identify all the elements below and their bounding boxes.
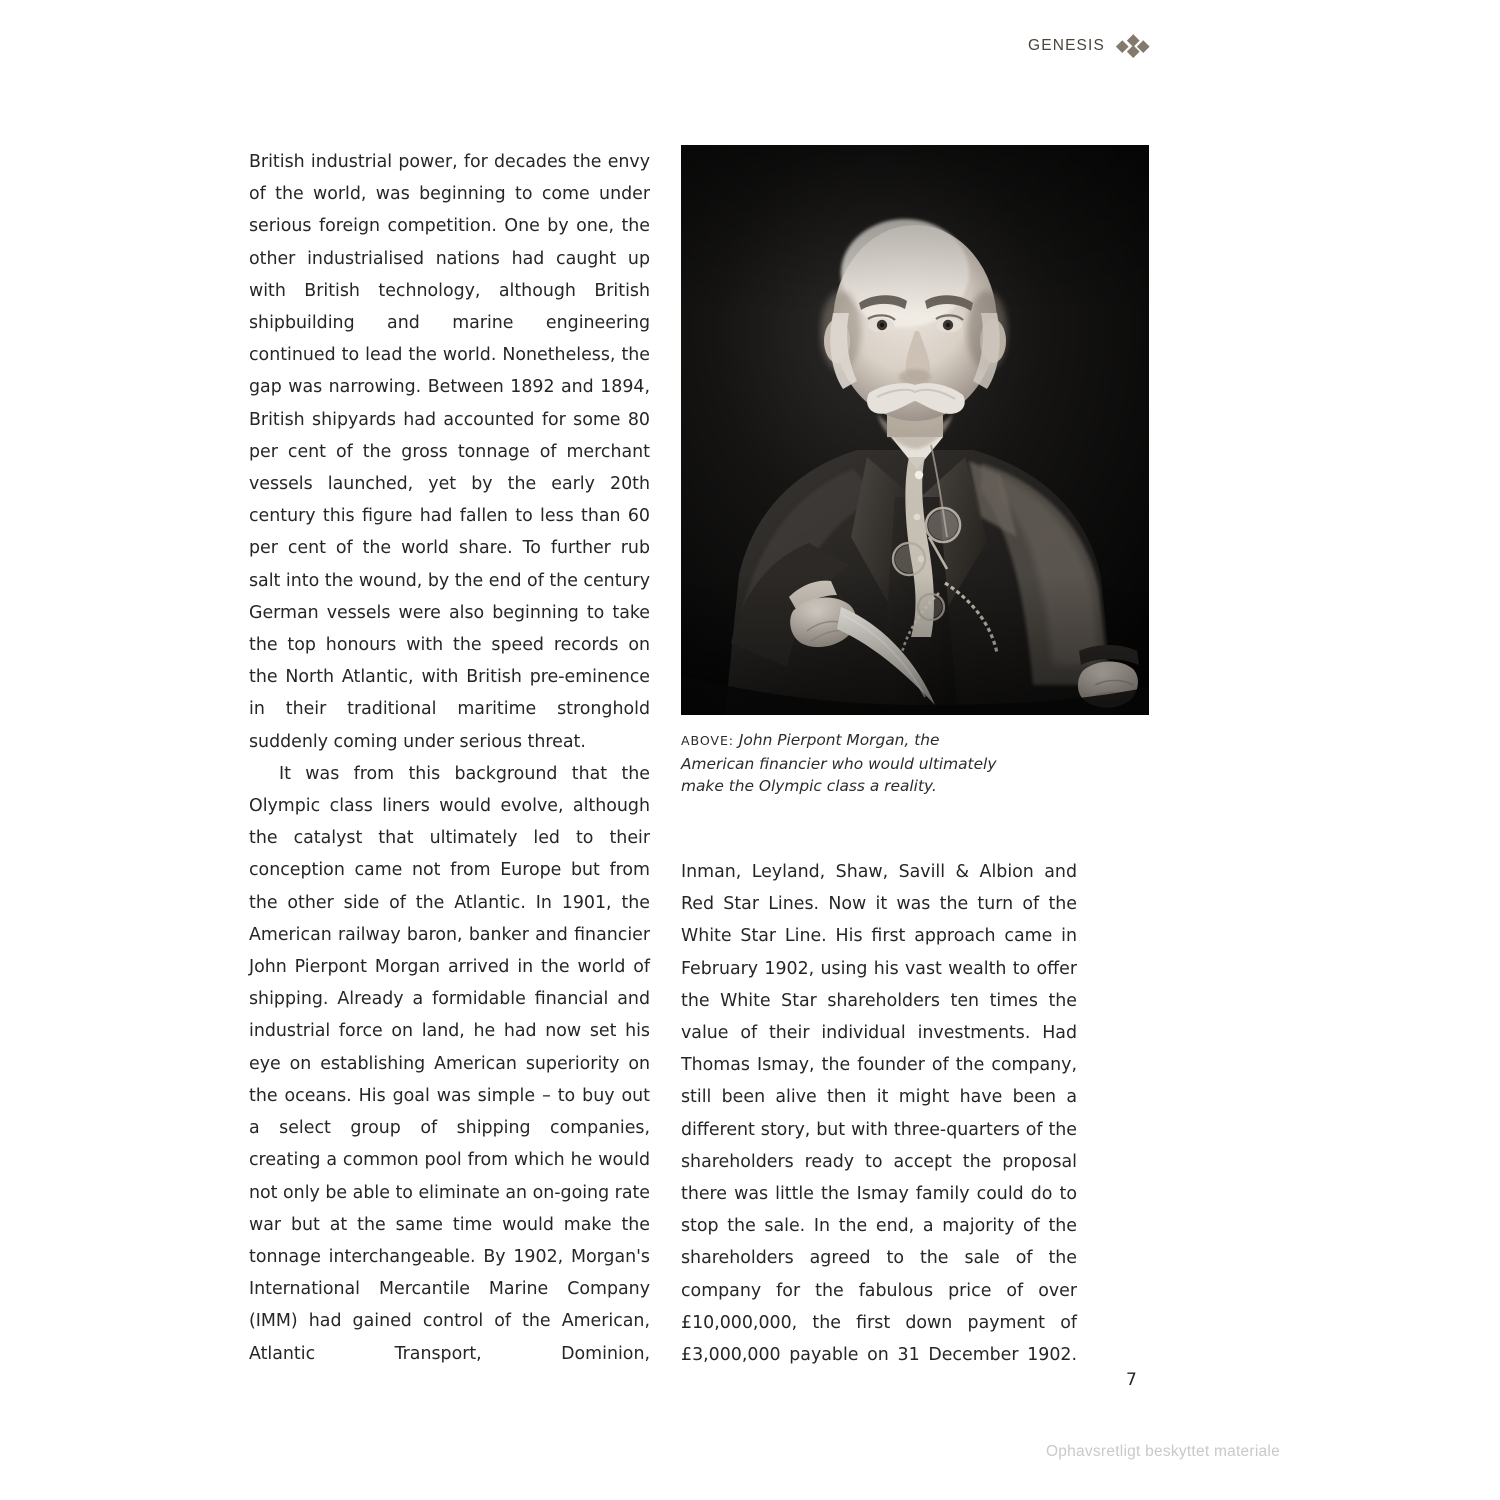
caption-kicker: ABOVE: [681,733,734,748]
body-paragraph: It was from this background that the Olympic class liners would evolve, although the catalyst that ultimately led to their conception came not from Europe but from the other side of the Atlantic. In 1901, the American railway baron, banker and financier John Pierpont Morgan arrived in the world of shipping. Already a formidable financial and industrial force on land, he had now set his eye on establishing American superiority on the oceans. His goal was simple – to buy out a select group of shipping companies, creating a common pool from which he would not only be able to eliminate an on-going rate war but at the same time would make the tonnage interchangeable. By 1902, Morgan's International Mercantile Marine Company (IMM) had gained control of the American, Atlantic Transport, Dominion, [249,763,650,1364]
running-header [1028,36,1148,56]
left-text-column [249,146,650,1402]
body-paragraph: British industrial power, for decades the envy of the world, was beginning to come under serious foreign competition. One by one, the other industrialised nations had caught up with British technology, although British shipbuilding and marine engineering continued to lead the world. Nonetheless, the gap was narrowing. Between 1892 and 1894, British shipyards had accounted for some 80 per cent of the gross tonnage of merchant vessels launched, yet by the early 20th century this figure had fallen to less than 60 per cent of the world share. To further rub salt into the wound, by the end of the century German vessels were also beginning to take the top honours with the speed records on the North Atlantic, with British pre-eminence in their traditional maritime stronghold suddenly coming under serious threat. [249,152,650,752]
figure-morgan-portrait [681,145,1149,798]
right-text-column [681,856,1077,1403]
diamond-cluster-icon [1118,36,1148,56]
body-paragraph: Inman, Leyland, Shaw, Savill & Albion and Red Star Lines. Now it was the turn of the White Star Line. His first approach came in February 1902, using his vast wealth to offer the White Star shareholders ten times the value of their individual investments. Had Thomas Ismay, the founder of the company, still been alive then it might have been a different story, but with three-quarters of the shareholders ready to accept the proposal there was little the Ismay family could do to stop the sale. In the end, a majority of the shareholders agreed to the sale of the company for the fabulous price of over £10,000,000, the first down payment of £3,000,000 payable on 31 December 1902. [681,862,1077,1366]
caption-text: John Pierpont Morgan, the American financier who would ultimately make the Olympic class a reality. [681,731,997,795]
copyright-notice: Ophavsretligt beskyttet materiale [1046,1443,1280,1460]
chapter-label: GENESIS [1028,37,1105,54]
portrait-photograph [681,145,1149,715]
figure-caption [681,729,1011,798]
page-number: 7 [1126,1370,1137,1390]
